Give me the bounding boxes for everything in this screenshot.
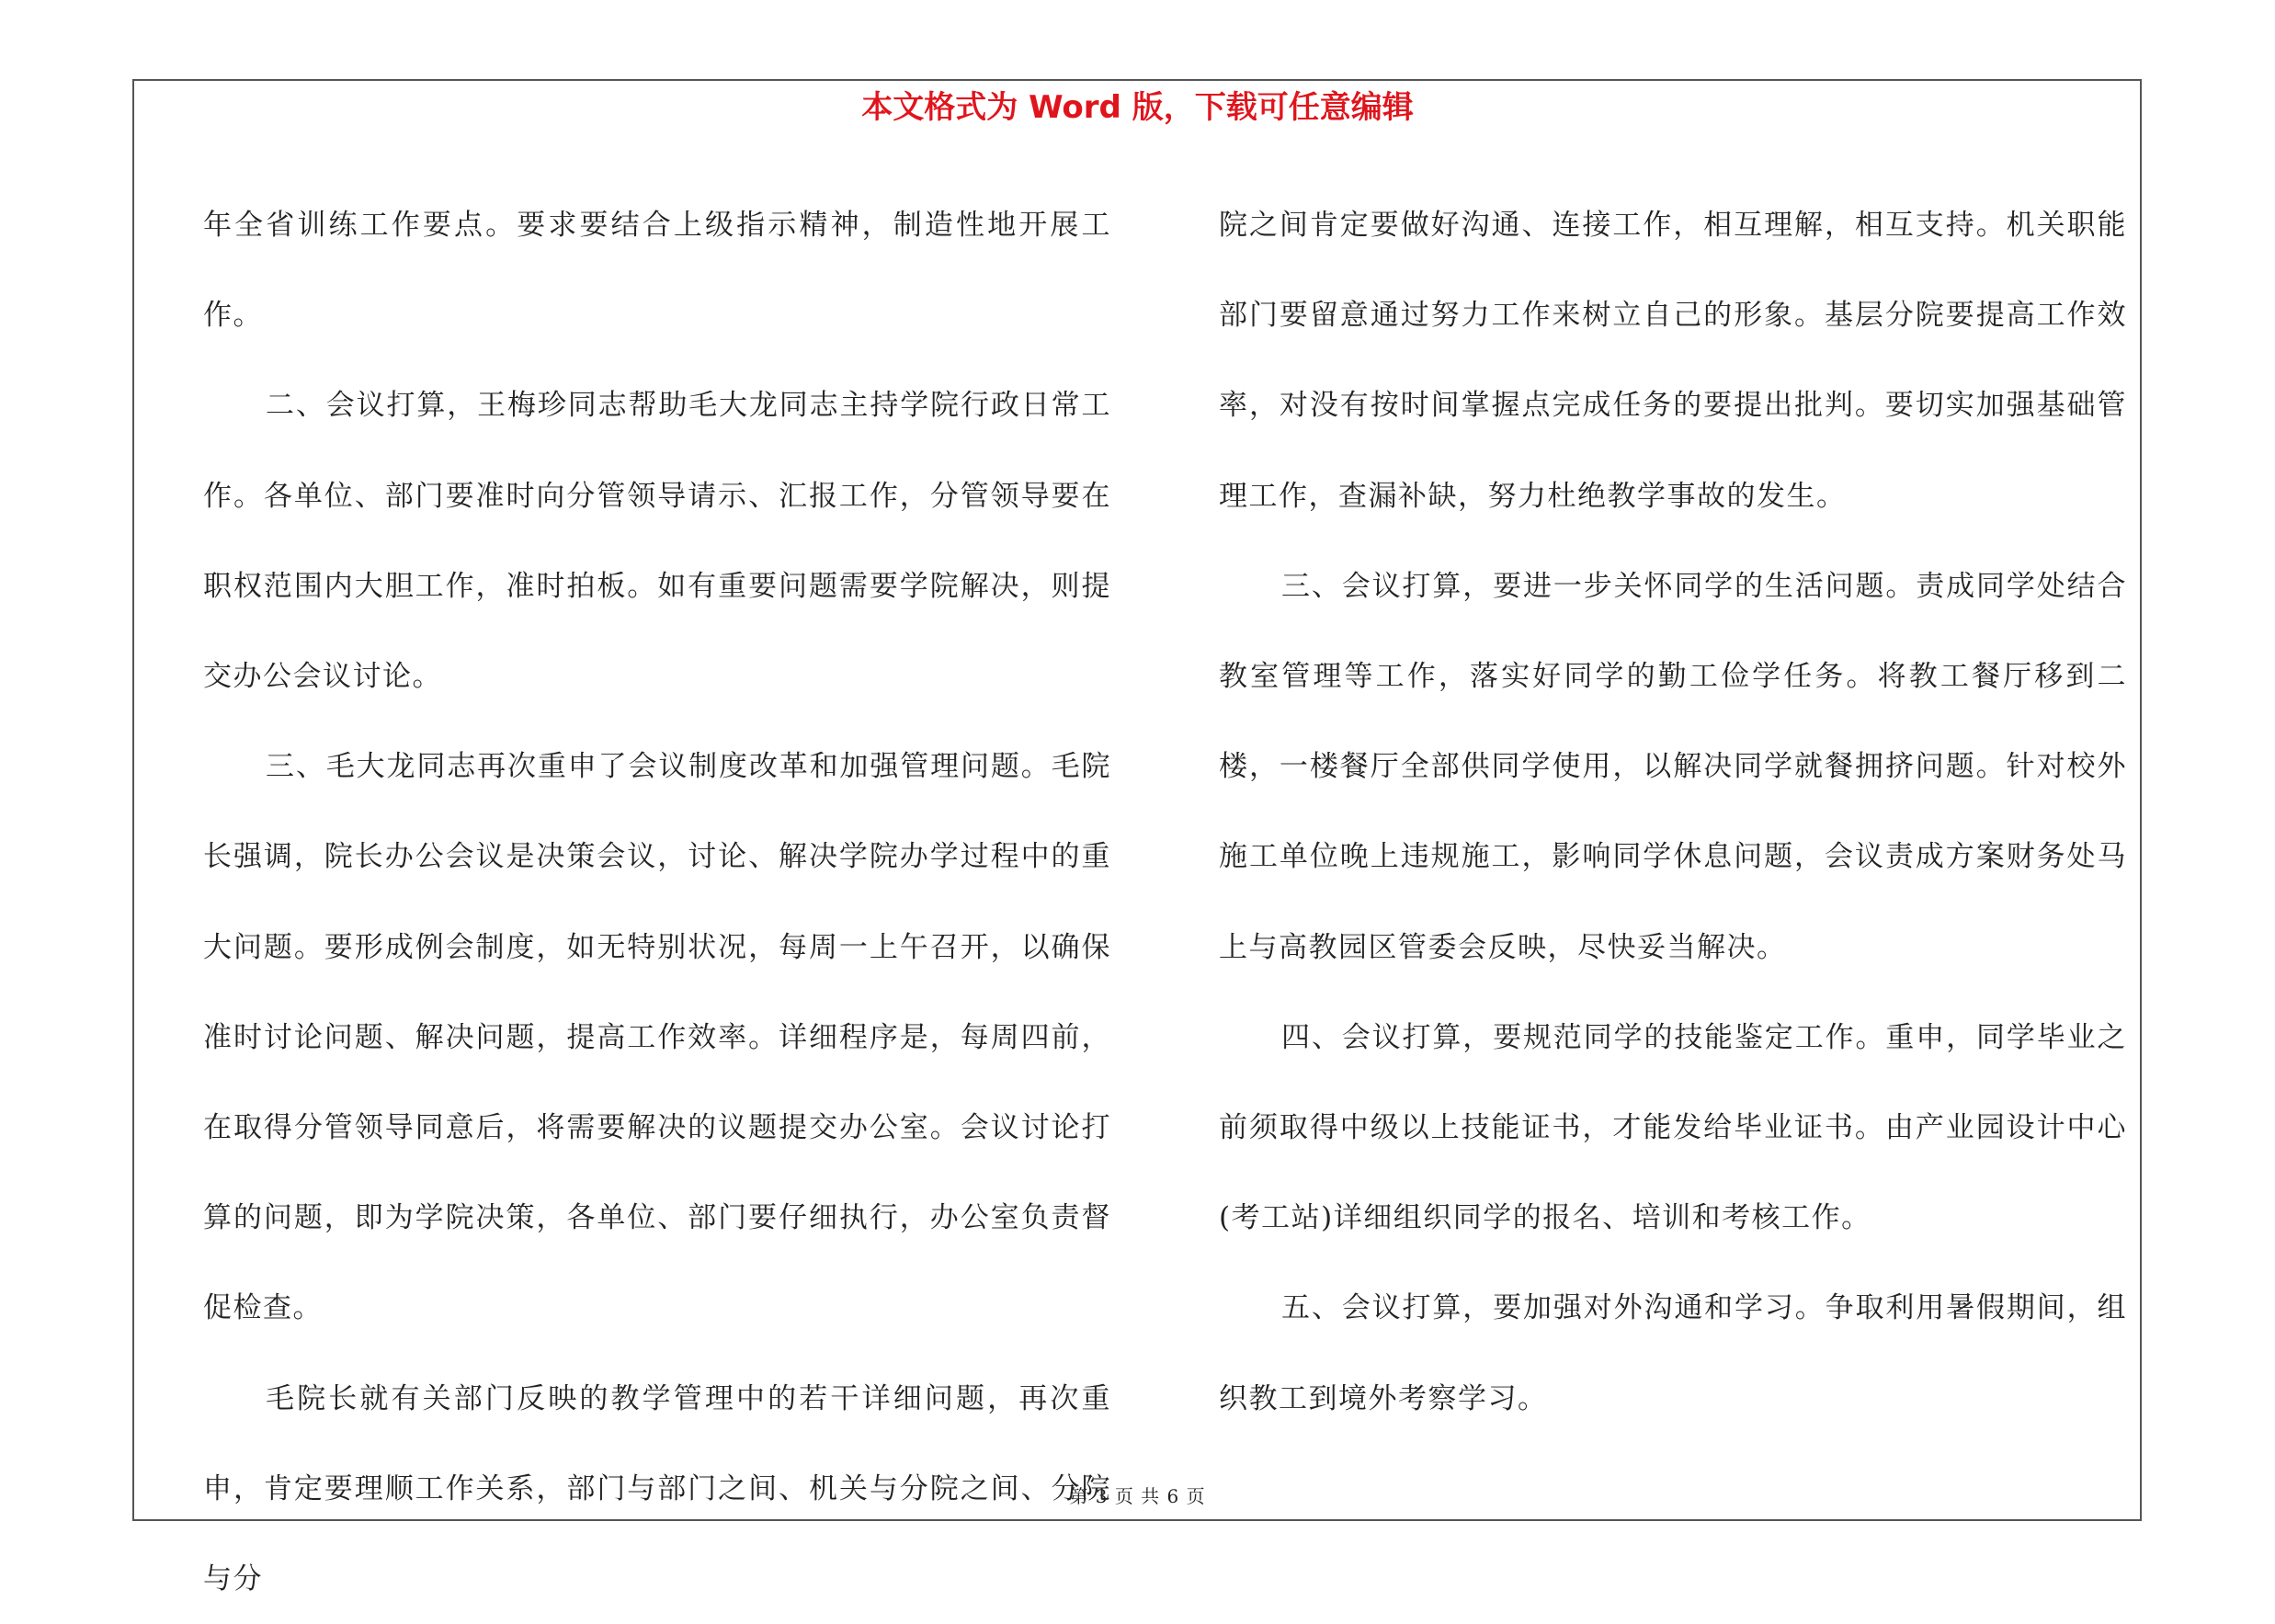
word-format-banner: 本文格式为 Word 版，下载可任意编辑	[861, 89, 1414, 126]
page-number: 第 3 页 共 6 页	[1069, 1485, 1206, 1507]
paragraph: 三、会议打算，要进一步关怀同学的生活问题。责成同学处结合教室管理等工作，落实好同学的勤工俭学任务。将教工餐厅移到二楼，一楼餐厅全部供同学使用，以解决同学就餐拥挤问题。针对校外施工单位晚上违规施工，影响同学休息问题，会议责成方案财务处马上与高教园区管委会反映，尽快妥当解决。	[1219, 569, 2127, 964]
left-text-column	[203, 180, 1111, 1624]
paragraph: 四、会议打算，要规范同学的技能鉴定工作。重申，同学毕业之前须取得中级以上技能证书，才能发给毕业证书。由产业园设计中心(考工站)详细组织同学的报名、培训和考核工作。	[1219, 1020, 2127, 1235]
paragraph: 五、会议打算，要加强对外沟通和学习。争取利用暑假期间，组织教工到境外考察学习。	[1219, 1291, 2127, 1415]
paragraph: 三、毛大龙同志再次重申了会议制度改革和加强管理问题。毛院长强调，院长办公会议是决策会议，讨论、解决学院办学过程中的重大问题。要形成例会制度，如无特别状况，每周一上午召开，以确保准时讨论问题、解决问题，提高工作效率。详细程序是，每周四前，在取得分管领导同意后，将需要解决的议题提交办公室。会议讨论打算的问题，即为学院决策，各单位、部门要仔细执行，办公室负责督促检查。	[203, 750, 1111, 1325]
paragraph: 二、会议打算，王梅珍同志帮助毛大龙同志主持学院行政日常工作。各单位、部门要准时向分管领导请示、汇报工作，分管领导要在职权范围内大胆工作，准时拍板。如有重要问题需要学院解决，则提交办公会议讨论。	[203, 389, 1111, 694]
paragraph-continuation: 院之间肯定要做好沟通、连接工作，相互理解，相互支持。机关职能部门要留意通过努力工作来树立自己的形象。基层分院要提高工作效率，对没有按时间掌握点完成任务的要提出批判。要切实加强基础管理工作，查漏补缺，努力杜绝教学事故的发生。	[1219, 209, 2127, 513]
right-text-column	[1219, 180, 2127, 1444]
paragraph-continuation: 年全省训练工作要点。要求要结合上级指示精神，制造性地开展工作。	[203, 209, 1111, 333]
paragraph: 毛院长就有关部门反映的教学管理中的若干详细问题，再次重申，肯定要理顺工作关系，部门与部门之间、机关与分院之间、分院与分	[203, 1381, 1111, 1596]
